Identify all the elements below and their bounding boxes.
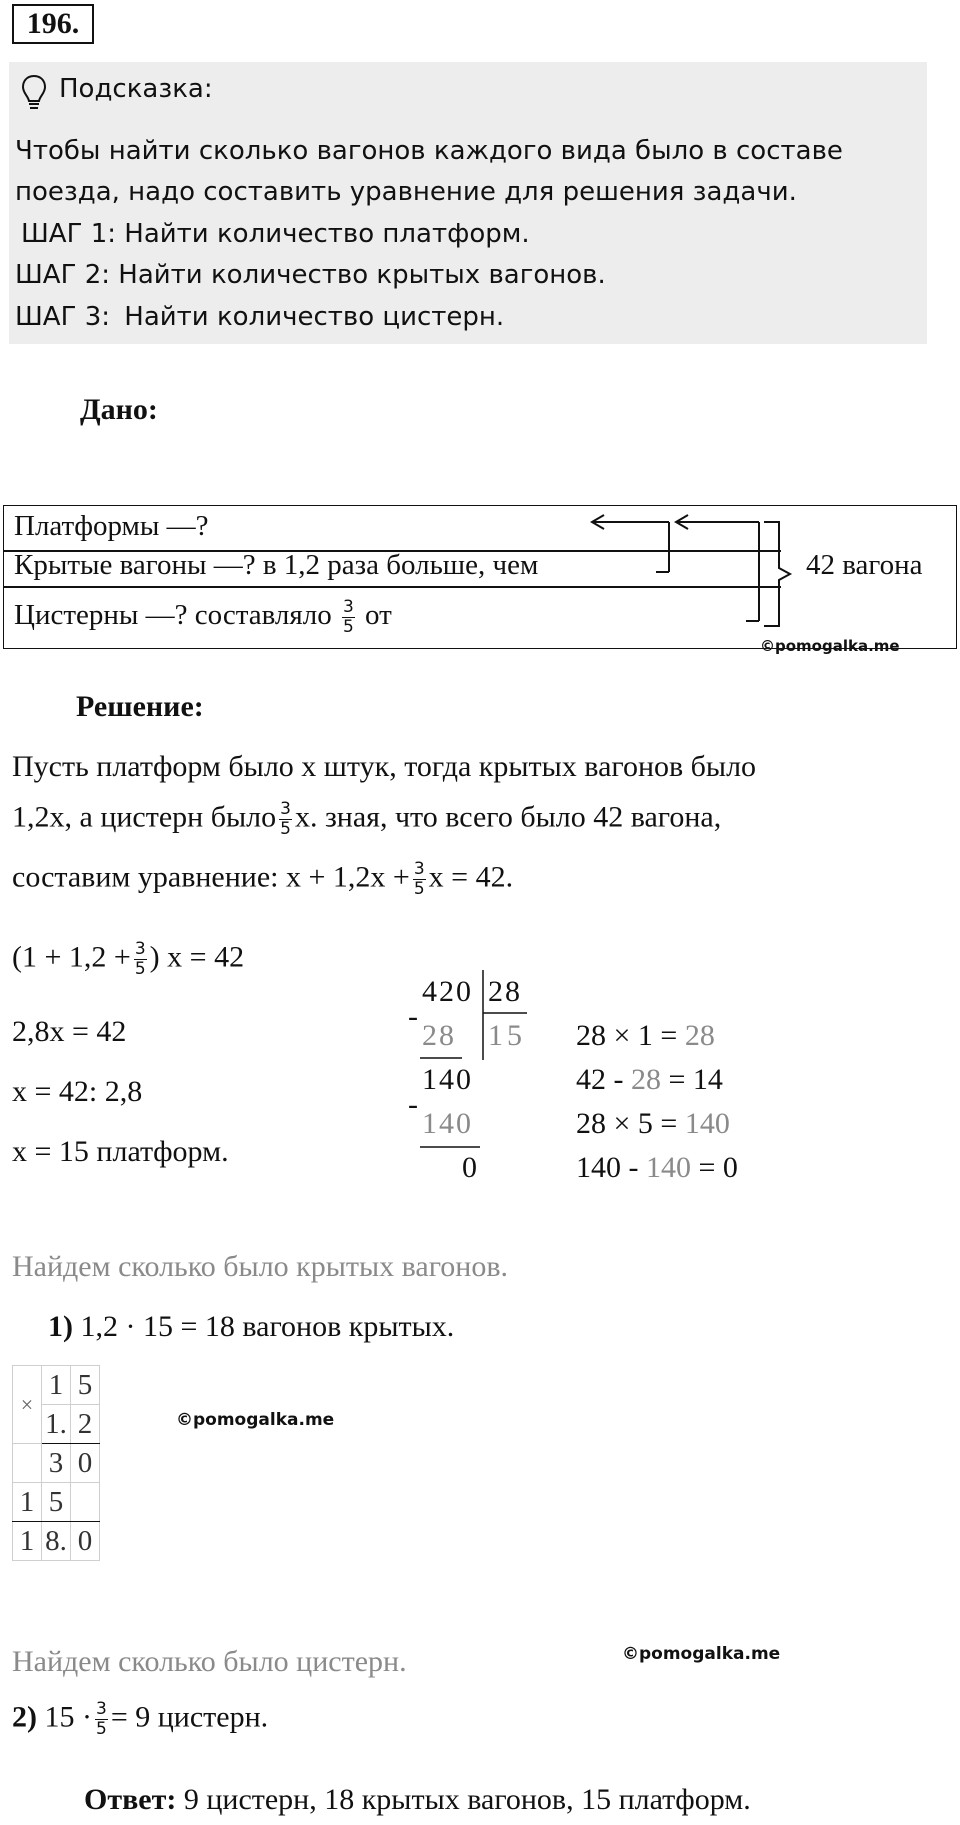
step2-intro: Найдем сколько было цистерн. [12, 1645, 407, 1678]
text: 42 - [576, 1063, 631, 1096]
check-2 [576, 1063, 723, 1097]
answer-label: Ответ: [84, 1783, 177, 1816]
text: 1,2 · 15 = 18 вагонов крытых. [80, 1310, 455, 1343]
times-sign: × [13, 1366, 42, 1444]
step-label: 2) [12, 1700, 37, 1734]
grid-cell: 5 [42, 1483, 71, 1522]
tanks-text: Цистерны —? составляло [14, 599, 332, 632]
watermark: ©pomogalka.me [176, 1410, 335, 1430]
text: 1,2x, а цистерн было [12, 800, 277, 834]
subtrahend-2: 140 [422, 1107, 473, 1140]
text: составим уравнение: x + 1,2x + [12, 860, 410, 894]
text: x. зная, что всего было 42 вагона, [294, 800, 722, 834]
answer-text: 9 цистерн, 18 крытых вагонов, 15 платформ. [183, 1783, 751, 1816]
minus-sign: - [408, 1088, 418, 1121]
watermark: ©pomogalka.me [622, 1644, 781, 1664]
step-label: ШАГ 3: [15, 302, 111, 332]
fraction: $\frac{3}{5}$ [134, 939, 146, 979]
final-remainder: 0 [462, 1151, 477, 1184]
grid-cell: 2 [71, 1405, 100, 1444]
minus-sign: - [408, 1000, 418, 1033]
hint-line-2: поезда, надо составить уравнение для решения задачи. [15, 177, 797, 207]
problem-number: 196. [12, 4, 94, 44]
text: (1 + 1,2 + [12, 940, 131, 974]
grid-cell [71, 1483, 100, 1522]
text: 28 × 1 = [576, 1019, 685, 1052]
equation-3: x = 42: 2,8 [12, 1075, 143, 1108]
remainder-1: 140 [422, 1063, 473, 1096]
grid-cell: 1 [13, 1483, 42, 1522]
hint-title: Подсказка: [59, 74, 213, 104]
text: = 0 [691, 1151, 738, 1184]
grid-cell: 5 [71, 1366, 100, 1405]
given-row-covered: Крытые вагоны —? в 1,2 раза больше, чем [14, 549, 539, 581]
fraction: $\frac{3}{5}$ [342, 597, 354, 637]
text: 140 [684, 1107, 730, 1140]
text: 140 [646, 1151, 691, 1184]
text: 28 [631, 1063, 661, 1096]
grid-cell: 1 [13, 1522, 42, 1561]
grid-cell: 3 [42, 1444, 71, 1483]
multiplication-grid [12, 1365, 100, 1561]
text: x = 42. [428, 860, 514, 894]
solution-heading: Решение: [76, 690, 204, 723]
text: 140 - [576, 1151, 646, 1184]
fraction: $\frac{3}{5}$ [96, 1699, 107, 1739]
grid-cell: 1 [42, 1366, 71, 1405]
grid-cell: 0 [71, 1444, 100, 1483]
text: = 9 цистерн. [110, 1700, 269, 1734]
step-text: Найти количество цистерн. [124, 302, 505, 332]
text: ) x = 42 [149, 940, 245, 974]
dividend: 420 [422, 975, 473, 1008]
grid-cell: 1. [42, 1405, 71, 1444]
text: 28 [684, 1019, 715, 1052]
text: = 14 [661, 1063, 723, 1096]
divisor: 28 [488, 975, 522, 1008]
fraction: $\frac{3}{5}$ [413, 859, 425, 899]
grid-cell: 8. [42, 1522, 71, 1561]
check-1 [576, 1019, 715, 1053]
step-label: ШАГ 2: [15, 260, 111, 290]
watermark: ©pomogalka.me [760, 637, 900, 655]
text: 28 × 5 = [576, 1107, 685, 1140]
step-text: Найти количество платформ. [124, 219, 530, 249]
fraction: $\frac{3}{5}$ [280, 799, 291, 839]
given-row-platforms: Платформы —? [14, 510, 209, 542]
subtrahend-1: 28 [422, 1019, 456, 1052]
grid-cell: 0 [71, 1522, 100, 1561]
equation-2: 2,8x = 42 [12, 1015, 127, 1048]
text: 15 · [44, 1700, 92, 1734]
answer-line [84, 1783, 751, 1817]
hint-line-1: Чтобы найти сколько вагонов каждого вида было в составе [15, 136, 843, 166]
step-text: Найти количество крытых вагонов. [118, 260, 606, 290]
given-heading: Дано: [80, 393, 158, 426]
quotient: 15 [488, 1019, 526, 1052]
given-total: 42 вагона [806, 549, 923, 581]
step1-expression [48, 1310, 454, 1344]
tanks-text-end: от [365, 599, 392, 632]
step-label: 1) [48, 1310, 73, 1343]
step-label: ШАГ 1: [21, 219, 117, 249]
step1-intro: Найдем сколько было крытых вагонов. [12, 1250, 509, 1283]
grid-cell [13, 1444, 42, 1483]
solution-line-1: Пусть платформ было x штук, тогда крытых вагонов было [12, 750, 757, 783]
equation-4: x = 15 платформ. [12, 1135, 229, 1168]
step2-expression [12, 1700, 268, 1739]
check-3 [576, 1107, 730, 1141]
check-4 [576, 1151, 738, 1185]
